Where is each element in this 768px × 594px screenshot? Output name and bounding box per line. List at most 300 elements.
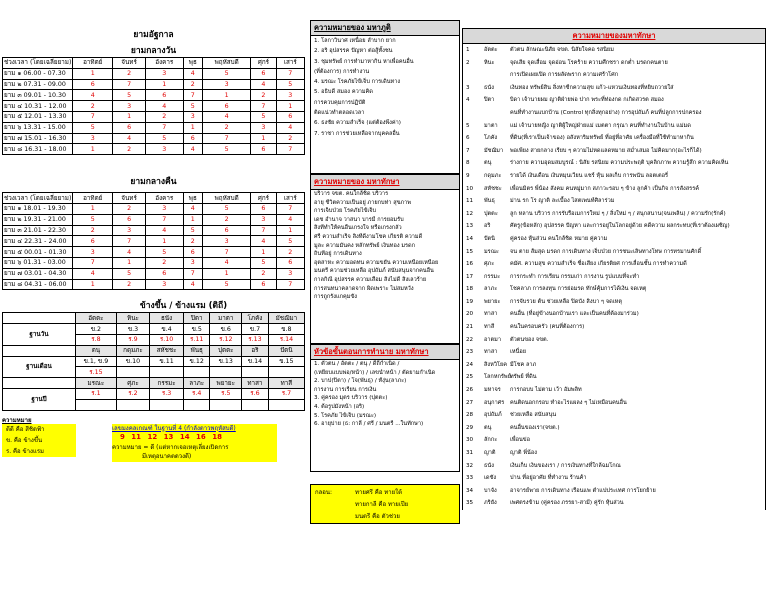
moon-value: ข.3 xyxy=(116,324,149,335)
item-number: 12 xyxy=(466,210,474,217)
value-cell: 7 xyxy=(73,257,113,268)
text-line: กาลกิณี อุปสรรค ความเสื่อม สิ่งไม่ดี สิ่งเลวร้าย xyxy=(314,276,427,283)
item-number: 16 xyxy=(466,261,474,268)
item-number: 11 xyxy=(466,198,474,205)
value-cell: 4 xyxy=(73,268,113,279)
moon-header: ตนุ xyxy=(76,345,117,356)
item-number: 32 xyxy=(466,462,474,469)
value-cell: 2 xyxy=(146,111,183,122)
moon-value: ข.4 xyxy=(150,324,184,335)
legend-item: ข. คือ ข้างขึ้น xyxy=(6,436,43,444)
night-table xyxy=(2,192,305,290)
value-cell: 7 xyxy=(113,236,146,247)
value-cell: 7 xyxy=(146,122,183,133)
moon-header: อริ xyxy=(242,345,269,356)
item-meaning: ช่วยเหลือ สนับสนุน xyxy=(510,412,557,419)
value-cell: 3 xyxy=(73,133,113,144)
list-item xyxy=(463,195,765,208)
column-header: อังคาร xyxy=(146,58,183,69)
moon-value xyxy=(242,367,269,378)
column-header: อาทิตย์ xyxy=(73,193,113,204)
text-line: การควบคุมการปฏิบัติ xyxy=(314,99,366,106)
value-cell: 7 xyxy=(203,247,251,258)
item-meaning: เงินทอง ทรัพย์สิน สิ่งหาซีกความสุข แก้ว-แหวนเงินทองที่หยิบถวายใส่ xyxy=(510,84,674,91)
value-cell: 6 xyxy=(251,68,276,79)
time-cell: ยาม ๖ 13.31 - 15.00 xyxy=(3,122,73,133)
item-meaning: เพศตรงข้าม (คู่ครอง ภรรยา-สามี) คู่รัก หุ้นส่วน xyxy=(510,500,624,507)
table-row xyxy=(3,247,305,258)
moon-header: อัตตะ xyxy=(76,313,117,324)
mahathaksa-list xyxy=(462,44,766,510)
moon-header: ลาภะ xyxy=(183,378,209,389)
column-header: อาทิตย์ xyxy=(73,58,113,69)
list-item xyxy=(463,434,765,447)
value-cell: 1 xyxy=(276,225,304,236)
value-cell: 4 xyxy=(251,79,276,90)
item-number: 2 xyxy=(466,59,470,66)
item-meaning: การจับรวย ต้น ช่วยเหลือ ปิดบัง สิงบา ๆ จดเหตุ xyxy=(510,298,622,305)
value-cell: 6 xyxy=(146,90,183,101)
time-cell: ยาม ๓ 09.01 - 10.30 xyxy=(3,90,73,101)
value-cell: 6 xyxy=(73,79,113,90)
column-header: ศุกร์ xyxy=(251,58,276,69)
table-row xyxy=(3,324,305,335)
moon-header: พยายะ xyxy=(210,378,242,389)
time-cell: ยาม ๗ 15.01 - 16.30 xyxy=(3,133,73,144)
list-item xyxy=(463,44,765,57)
left-column xyxy=(2,0,305,485)
value-cell: 1 xyxy=(146,236,183,247)
text-line: 1. ตัวตน / อัตตะ / ตนุ / ดีถีกำเนิด / xyxy=(314,361,400,367)
mahathaksa-list-title: ความหมายของมหาทักษา xyxy=(462,28,766,44)
text-line: ถิ่นที่อยู่ การเดินทาง xyxy=(314,251,362,258)
text-line: 1. โลกาวินาศ เหนื่อย ลำบาก ยาก xyxy=(314,38,396,44)
value-cell: 2 xyxy=(203,214,251,225)
value-cell: 5 xyxy=(113,268,146,279)
item-number: 3 xyxy=(466,84,470,91)
moon-table-title: ข้างขึ้น / ข้างแรม (ดิถี) xyxy=(139,301,228,312)
mahathaksa-meaning-title: ความหมายของ มหาทักษา xyxy=(311,175,459,190)
prediction-steps-title: หัวข้อขั้นตอนการทำนาย มหาทักษา xyxy=(311,345,459,360)
moon-header: มรณะ xyxy=(76,378,117,389)
text-line: 2. บาป(ปิตา) / โจ(พันธุ) / ทั้งุ่น(ลาภะ) xyxy=(314,378,407,385)
moon-header: ปุตตะ xyxy=(210,345,242,356)
item-word: เดชัง xyxy=(484,475,497,482)
list-item xyxy=(463,170,765,183)
table-row xyxy=(3,356,305,367)
text-line: มนตรี ความช่วยเหลือ อุปถัมภ์ สนับสนุนจากคนอื่น xyxy=(314,268,434,275)
value-cell: 6 xyxy=(203,225,251,236)
list-item xyxy=(463,120,765,133)
moon-value: ร.2 xyxy=(116,388,149,399)
moon-value: ร.14 xyxy=(268,334,304,345)
text-line: 7. ราชา การช่วยเหลือจากบุคคลอื่น xyxy=(314,130,400,137)
item-meaning: ทรัพย์ ที่ดิน xyxy=(510,374,537,381)
moon-value: ร.9 xyxy=(116,334,149,345)
list-item xyxy=(463,246,765,259)
column-header: เสาร์ xyxy=(276,193,304,204)
lucky-number-note xyxy=(112,424,277,462)
value-cell: 3 xyxy=(251,122,276,133)
poem-line: ทายศรี คือ ทายใต้ xyxy=(355,489,402,496)
item-word: กดุมภะ xyxy=(484,172,502,179)
value-cell: 3 xyxy=(146,279,183,290)
time-cell: ยาม ๑ 18.01 - 19.30 xyxy=(3,203,73,214)
blank-cell xyxy=(3,345,76,356)
item-meaning: คนอื่น (ที่อยู่ข้างนอกบ้านเรา และเป็นคนที่ต้องมาร่วม) xyxy=(510,311,639,318)
value-cell: 7 xyxy=(73,111,113,122)
night-table-header xyxy=(3,193,305,204)
text-line: การสนทนาคลาดจาก ผิดเพราะ ไม่สมหวัง xyxy=(314,285,414,292)
time-cell: ยาม ๗ 03.01 - 04.30 xyxy=(3,268,73,279)
moon-value: ร.7 xyxy=(268,388,304,399)
table-row xyxy=(3,225,305,236)
item-meaning: อาจารย์พาย การเดินทาง เรือนแพ ตำแปประเทศ การโยกย้าย xyxy=(510,487,656,494)
value-cell: 2 xyxy=(113,144,146,155)
lucky-note-title: เลขมงคลเกณฑ์ ในฐานที่ 4 (กำลังดาวพฤหัสบดี) xyxy=(112,424,277,434)
value-cell: 4 xyxy=(276,122,304,133)
list-item xyxy=(463,308,765,321)
item-meaning: ลูก หลาน บริวาร การรับรือเมการใหม่ ๆ / สิ่งใหม่ ๆ / สนุกสนาน(จนเพลิน) / ความรัก(รักค์) xyxy=(510,210,726,217)
value-cell: 5 xyxy=(203,144,251,155)
table-row xyxy=(3,79,305,90)
item-meaning: การเปิดเผยเปิด การผลัดพราก ความเศร้าโศก xyxy=(510,72,619,79)
item-number: 9 xyxy=(466,172,470,179)
prediction-steps-box xyxy=(310,344,460,472)
value-cell: 5 xyxy=(203,68,251,79)
item-number: 29 xyxy=(466,424,474,431)
item-meaning: แม่ เจ้านายหญิง ญาติผู้ใหญ่ฝ่ายแม่ เมตตา กรุณา คนที่ทำงานในบ้าน แม่มด xyxy=(510,122,691,129)
list-item xyxy=(463,233,765,246)
column-header: พฤหัสบดี xyxy=(203,193,251,204)
time-cell: ยาม ๑ 06.00 - 07.30 xyxy=(3,68,73,79)
list-item xyxy=(463,371,765,384)
item-word: สหัชชะ xyxy=(484,185,502,192)
moon-value xyxy=(150,367,184,378)
blank-cell xyxy=(210,399,242,410)
moon-value: ข.15 xyxy=(268,356,304,367)
value-cell: 5 xyxy=(146,133,183,144)
item-number: 24 xyxy=(466,361,474,368)
column-header: พุธ xyxy=(183,193,203,204)
text-line: การงาน การเรียน การเงิน xyxy=(314,386,377,393)
time-cell: ยาม ๘ 04.31 - 06.00 xyxy=(3,279,73,290)
list-item xyxy=(463,384,765,397)
item-word: ปัตนิ xyxy=(484,235,496,242)
item-word: ญาติ xyxy=(484,450,496,456)
value-cell: 1 xyxy=(251,133,276,144)
mahaphut-box xyxy=(310,20,460,174)
moon-value: ข.7 xyxy=(242,324,269,335)
poem-lines xyxy=(355,487,408,523)
value-cell: 7 xyxy=(276,68,304,79)
table-row xyxy=(3,133,305,144)
value-cell: 4 xyxy=(183,279,203,290)
item-number: 30 xyxy=(466,437,474,444)
poem-line: ทายกาลี คือ ทายเปีย xyxy=(355,501,409,508)
item-meaning: เพื่อนข่อ xyxy=(510,437,530,444)
table-row xyxy=(3,90,305,101)
moon-value xyxy=(183,367,209,378)
value-cell: 3 xyxy=(113,101,146,112)
moon-value: ร.10 xyxy=(150,334,184,345)
item-word: มาตา xyxy=(484,122,498,129)
legend-box xyxy=(2,424,76,457)
moon-value: ร.3 xyxy=(150,388,184,399)
value-cell: 4 xyxy=(203,111,251,122)
blank-cell xyxy=(268,399,304,410)
value-cell: 4 xyxy=(276,214,304,225)
value-cell: 6 xyxy=(251,203,276,214)
text-line: 4. ต้อรูปมั่งหน้า (อริ) xyxy=(314,403,365,410)
value-cell: 1 xyxy=(73,279,113,290)
item-meaning: ตัวตนของ จขต. xyxy=(510,336,549,343)
value-cell: 3 xyxy=(203,79,251,90)
moon-value: ร.13 xyxy=(242,334,269,345)
value-cell: 5 xyxy=(203,203,251,214)
text-line: (ที่ต้องการ) การทำงาน xyxy=(314,68,370,75)
value-cell: 1 xyxy=(113,257,146,268)
value-cell: 4 xyxy=(146,225,183,236)
item-meaning: คมัศ. ความสุข ความสำเร็จ ชื่อเสียง เกียรติยศ การเลื่อนชั้น การทำความดี xyxy=(510,261,687,268)
time-cell: ยาม ๕ 00.01 - 01.30 xyxy=(3,247,73,258)
item-meaning: การกระทำ การเรียน กรรมเก่า การงาน รูปแบบที่จะทำ xyxy=(510,273,640,280)
item-meaning: เพื่อนมิตร พี่น้อง สังคม คนหมู่มาก สภาวะรอบ ๆ ข้าง ลูกค้า เป็นกิจ การสังสรรค์ xyxy=(510,185,699,192)
value-cell: 5 xyxy=(146,247,183,258)
moon-value xyxy=(268,367,304,378)
blank-cell xyxy=(76,399,117,410)
value-cell: 4 xyxy=(113,247,146,258)
mahathaksa-list-box xyxy=(462,28,766,594)
item-word: ทาสี xyxy=(484,324,495,331)
time-cell: ยาม ๔ 22.31 - 24.00 xyxy=(3,236,73,247)
text-line: 3. คู่ครอง มุตร บริวาร (ปุตตะ) xyxy=(314,395,388,402)
item-word: อัตตะ xyxy=(484,47,498,53)
item-word: ตนุ xyxy=(484,160,492,167)
column-header: อังคาร xyxy=(146,193,183,204)
value-cell: 2 xyxy=(73,101,113,112)
time-cell: ยาม ๘ 16.31 - 18.00 xyxy=(3,144,73,155)
text-line: บริวาร จขต. คนใกล้ชิด บริวาร xyxy=(314,191,389,197)
time-cell: ยาม ๒ 19.31 - 21.00 xyxy=(3,214,73,225)
value-cell: 2 xyxy=(276,247,304,258)
list-item xyxy=(463,346,765,359)
item-word: สิงหวิโยค xyxy=(484,361,507,368)
value-cell: 2 xyxy=(113,279,146,290)
text-line: ศรี ความสำเร็จ สิ่งที่ดีงามโชค เกียรติ ความดี xyxy=(314,233,423,240)
moon-header: พันธุ xyxy=(183,345,209,356)
moon-value: ร.8 xyxy=(76,334,117,345)
value-cell: 5 xyxy=(73,122,113,133)
value-cell: 1 xyxy=(203,90,251,101)
item-meaning: ม่าน รก โร ญาติ ละเบื้อง ไสตเพนท์ศิลาร่วม xyxy=(510,198,615,205)
time-cell: ยาม ๕ 12.01 - 13.30 xyxy=(3,111,73,122)
item-meaning: ตัวตน ลักษณะนิสัย จขต. นิสัยใจคอ รสนิยม xyxy=(510,47,614,53)
moon-header: ศุภะ xyxy=(116,378,149,389)
value-cell: 4 xyxy=(73,90,113,101)
legend-item: ร. คือ ข้างแรม xyxy=(6,447,45,455)
value-cell: 5 xyxy=(251,111,276,122)
item-number: 4 xyxy=(466,97,470,104)
value-cell: 1 xyxy=(73,68,113,79)
table-row xyxy=(3,268,305,279)
value-cell: 6 xyxy=(113,122,146,133)
value-cell: 3 xyxy=(146,203,183,214)
moon-value: ข.13 xyxy=(210,356,242,367)
text-line: 6. ธงชัย ความสำเร็จ (แต่ต้องพึงค่า) xyxy=(314,120,401,127)
text-line: มูละ ความมั่นคง หลักทรัพย์ เงินทอง มรดก xyxy=(314,242,416,249)
item-meaning: จน ตาย ส้มสุด มรดก การเดินทาง เจ็บป่วย การชนะเลิษทางโทษ การทรมานศักดิ์ xyxy=(510,248,702,255)
moon-value: ร.5 xyxy=(210,388,242,399)
item-word: ปุตตะ xyxy=(484,210,498,217)
value-cell: 2 xyxy=(146,257,183,268)
value-cell: 4 xyxy=(146,101,183,112)
value-cell: 6 xyxy=(203,101,251,112)
item-meaning: มีโชค ลาภ xyxy=(510,361,537,368)
list-item xyxy=(463,359,765,372)
item-meaning: คู่ครอง หุ้นส่วน คนใกล้ชิด หมาย คู่ความ xyxy=(510,235,608,242)
time-cell: ยาม ๔ 10.31 - 12.00 xyxy=(3,101,73,112)
text-line: 5. โรคภัย ไข้เจ็บ (มรณะ) xyxy=(314,412,377,419)
value-cell: 1 xyxy=(113,111,146,122)
value-cell: 3 xyxy=(203,236,251,247)
value-cell: 2 xyxy=(113,203,146,214)
moon-value: ข.5 xyxy=(183,324,209,335)
column-header: เสาร์ xyxy=(276,58,304,69)
text-line: สิ่งที่ทำให้คนอื่นเกรงใจ หรือเกรงกลัว xyxy=(314,225,402,232)
value-cell: 1 xyxy=(183,122,203,133)
item-word: ธนัง xyxy=(484,462,494,469)
item-word: ลาภะ xyxy=(484,286,498,293)
value-cell: 4 xyxy=(183,68,203,79)
item-number: 17 xyxy=(466,273,474,280)
value-cell: 6 xyxy=(113,214,146,225)
item-number: 5 xyxy=(466,122,470,129)
value-cell: 6 xyxy=(146,268,183,279)
item-word: มรณะ xyxy=(484,248,499,255)
item-word: พันธุ xyxy=(484,198,495,205)
blank-cell xyxy=(3,378,76,389)
list-item xyxy=(463,57,765,70)
moon-value: ร.1 xyxy=(76,388,117,399)
list-item xyxy=(463,183,765,196)
value-cell: 7 xyxy=(251,101,276,112)
value-cell: 7 xyxy=(203,133,251,144)
value-cell: 7 xyxy=(183,268,203,279)
item-word: ธนัง xyxy=(484,84,494,91)
item-word: โลกหกรัพย์ xyxy=(484,374,511,381)
item-number: 26 xyxy=(466,387,474,394)
value-cell: 5 xyxy=(183,225,203,236)
item-number: 28 xyxy=(466,412,474,419)
value-cell: 7 xyxy=(146,214,183,225)
legend-item: ดีดี คือ สีชิดฟ้า xyxy=(6,425,45,433)
moon-header: มาตา xyxy=(210,313,242,324)
time-cell: ยาม ๓ 21.01 - 22.30 xyxy=(3,225,73,236)
prediction-steps-lines xyxy=(311,360,459,429)
value-cell: 2 xyxy=(183,79,203,90)
item-word: อาตมา xyxy=(484,336,501,343)
value-cell: 1 xyxy=(251,247,276,258)
mahathaksa-meaning-box xyxy=(310,174,460,344)
moon-group-label: ฐานวัน xyxy=(3,324,76,346)
column-header: ช่วงเวลา (โดยเฉลี่ยยาม) xyxy=(4,194,72,202)
value-cell: 2 xyxy=(276,133,304,144)
value-cell: 3 xyxy=(113,225,146,236)
item-number: 20 xyxy=(466,311,474,318)
item-meaning: ร่างกาย ความอุดมสมบูรณ์ : นิสัย รสนิยม ความประพฤติ บุคลิกภาพ ความรู้สึก ความคิดเห็น xyxy=(510,160,729,167)
column-header: ช่วงเวลา (โดยเฉลี่ยยาม) xyxy=(4,59,72,67)
value-cell: 7 xyxy=(276,203,304,214)
item-word: พยายะ xyxy=(484,298,501,305)
value-cell: 7 xyxy=(251,225,276,236)
item-number: 15 xyxy=(466,248,474,255)
item-word: โภคัง xyxy=(484,135,498,142)
table-row xyxy=(3,345,305,356)
item-meaning: ที่ดิน(ที่เราเป็นเจ้าของ) อสังหาริมทรัพย์ ที่อยู่ที่อาศัย เครื่องมือที่ใช้ทำมาหากิน xyxy=(510,135,694,142)
moon-value: ร.6 xyxy=(242,388,269,399)
list-item xyxy=(463,94,765,107)
item-word: ทาสา xyxy=(484,349,498,356)
value-cell: 6 xyxy=(183,247,203,258)
column-header: จันทร์ xyxy=(113,58,146,69)
item-word: บาจัง xyxy=(484,487,497,494)
moon-value: ข.12 xyxy=(183,356,209,367)
item-number: 18 xyxy=(466,286,474,293)
poem-line: มนตรี คือ ตัวช่วย xyxy=(355,513,400,520)
list-item xyxy=(463,422,765,435)
item-number: 25 xyxy=(466,374,474,381)
value-cell: 5 xyxy=(276,79,304,90)
moon-value: ร.11 xyxy=(183,334,209,345)
value-cell: 5 xyxy=(113,90,146,101)
list-item xyxy=(463,334,765,347)
poem-label: กลอน: xyxy=(315,489,333,496)
item-word: มหาจร xyxy=(484,387,501,394)
item-number: 21 xyxy=(466,324,474,331)
moon-value: ข.2 xyxy=(76,324,117,335)
item-meaning: คนอื่นของเรา(จขต.) xyxy=(510,424,560,431)
text-line: 3. ชุมทรัพย์ การทำมาหากิน หาเพื่อคนอื่น xyxy=(314,58,414,65)
text-line: 4. มรณะ โรคภัยไข้เจ็บ การเดินทาง xyxy=(314,79,401,86)
day-table-title: ยามกลางวัน xyxy=(130,46,177,56)
value-cell: 5 xyxy=(183,101,203,112)
table-row xyxy=(3,111,305,122)
item-word: อุปถัมภ์ xyxy=(484,412,502,419)
value-cell: 2 xyxy=(183,236,203,247)
moon-group-label: ฐานเดือน xyxy=(3,356,76,378)
item-word: ภริยัง xyxy=(484,500,497,507)
column-header: จันทร์ xyxy=(113,193,146,204)
item-word: อนุกาศร xyxy=(484,399,505,406)
value-cell: 3 xyxy=(146,144,183,155)
value-cell: 2 xyxy=(203,122,251,133)
value-cell: 7 xyxy=(276,144,304,155)
text-line: 2. อริ อุปสรรค ปัญหา ต่อสู้ทั้งชน xyxy=(314,48,393,55)
value-cell: 3 xyxy=(251,214,276,225)
moon-value: ร.4 xyxy=(183,388,209,399)
item-meaning: จุดเสีย จุดเสื่อม จุดอ่อน โรคร้าย ความศึกชรา ดกต่ำ มรดกคนตาย xyxy=(510,59,668,66)
lucky-note-numbers: 9 11 12 13 14 16 18 xyxy=(112,433,277,443)
table-row xyxy=(3,378,305,389)
value-cell: 6 xyxy=(251,144,276,155)
value-cell: 5 xyxy=(251,257,276,268)
column-header: ศุกร์ xyxy=(251,193,276,204)
item-meaning: โชคลาภ การลงทุน การย่อมรด ทักษ์คุ้มการได้เงิน จดเหตุ xyxy=(510,286,647,293)
value-cell: 1 xyxy=(183,214,203,225)
item-meaning: บิดา เจ้านายผม ญาติฝ่ายพ่อ ปาก พระที่ท่องกด กเกิดสวรต สมอง xyxy=(510,97,664,104)
moon-header: กรรมะ xyxy=(150,378,184,389)
